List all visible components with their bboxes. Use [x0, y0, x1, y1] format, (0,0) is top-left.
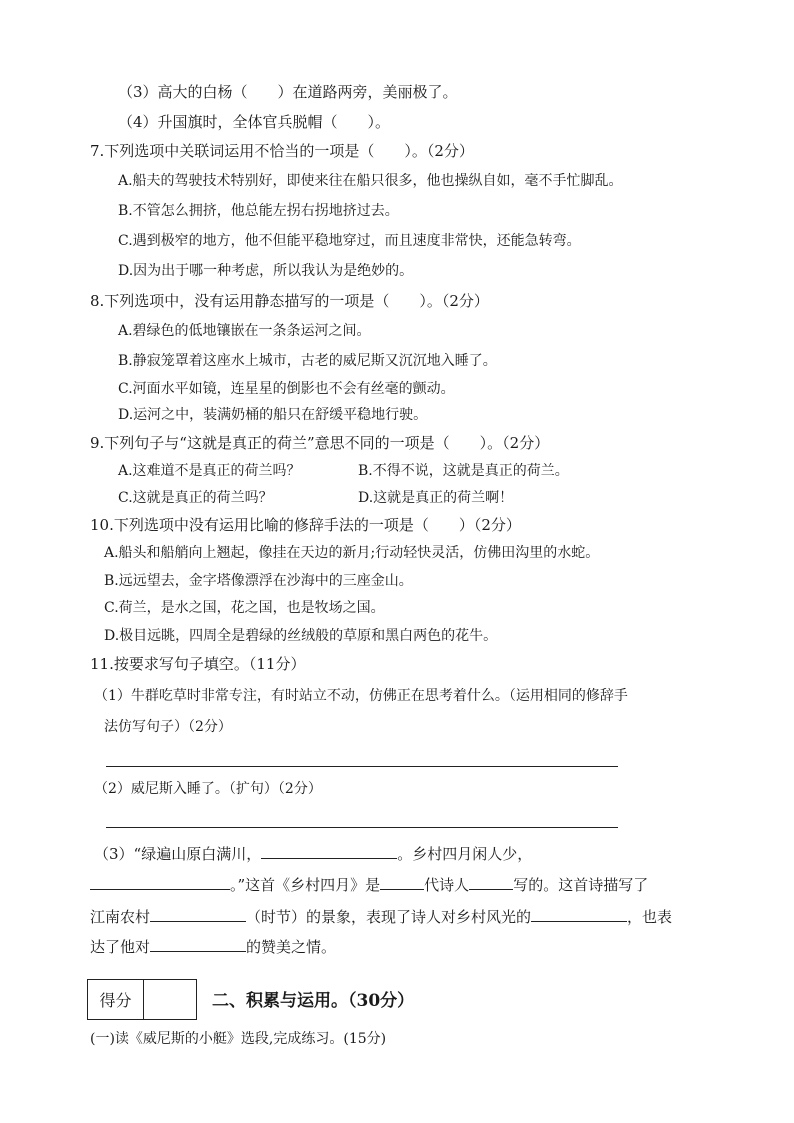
q11-part-1-line1: （1）牛群吃草时非常专注，有时站立不动，仿佛正在思考着什么。（运用相同的修辞手 — [94, 688, 628, 704]
score-value-field[interactable] — [144, 980, 196, 1019]
q9-option-c: C.这就是真正的荷兰吗？ — [118, 490, 273, 506]
q8-option-b: B.静寂笼罩着这座水上城市，古老的威尼斯又沉沉地入睡了。 — [118, 353, 497, 369]
q10-option-c: C.荷兰，是水之国，花之国，也是牧场之国。 — [104, 600, 385, 616]
q8-option-d: D.运河之中，装满奶桶的船只在舒缓平稳地行驶。 — [118, 407, 428, 423]
q9-option-d: D.这就是真正的荷兰啊！ — [358, 490, 514, 506]
scene-text: （时节）的景象，表现了诗人对乡村风光的 — [246, 908, 532, 926]
answer-line-2[interactable] — [106, 827, 618, 828]
poem-blank-1[interactable] — [261, 843, 397, 859]
q11-part-3-line4 — [90, 936, 336, 956]
q6-item-3: （3）高大的白杨（ ）在道路两旁，美丽极了。 — [118, 83, 458, 101]
poem-line-mid: 。乡村四月闲人少， — [397, 845, 533, 863]
q8-option-c: C.河面水平如镜，连星星的倒影也不会有丝毫的颤动。 — [118, 381, 455, 397]
poem-line-end: 。”这首《乡村四月》是 — [230, 876, 381, 894]
poem-desc: 写的。这首诗描写了 — [513, 876, 649, 894]
q11-part-3-line1 — [94, 843, 532, 863]
q7-option-d: D.因为出于哪一种考虑，所以我认为是绝妙的。 — [118, 263, 414, 279]
season-text: 江南农村 — [90, 908, 151, 926]
q8-option-a: A.碧绿色的低地镶嵌在一条条运河之间。 — [118, 323, 371, 339]
poem-blank-2[interactable] — [90, 874, 230, 890]
dynasty-blank[interactable] — [380, 874, 424, 890]
q10-option-b: B.远远望去，金字塔像漂浮在沙海中的三座金山。 — [104, 573, 413, 589]
question-11: 11.按要求写句子填空。（11分） — [90, 655, 306, 673]
q10-option-a: A.船头和船艄向上翘起，像挂在天边的新月;行动轻快灵活，仿佛田沟里的水蛇。 — [104, 545, 600, 561]
reading-instruction: (一)读《威尼斯的小艇》选段,完成练习。(15分) — [90, 1031, 387, 1047]
q7-option-b: B.不管怎么拥挤，他总能左拐右拐地挤过去。 — [118, 203, 399, 219]
q11-part-3-line3 — [90, 906, 672, 926]
question-9: 9.下列句子与“这就是真正的荷兰”意思不同的一项是（ ）。（2分） — [90, 434, 550, 452]
poet-blank[interactable] — [469, 874, 513, 890]
poem-line-start: （3）“绿遍山原白满川， — [94, 845, 262, 863]
q10-option-d: D.极目远眺，四周全是碧绿的丝绒般的草原和黑白两色的花牛。 — [104, 628, 498, 644]
praise-suffix: 的赞美之情。 — [246, 938, 337, 956]
q7-option-c: C.遇到极窄的地方，他不但能平稳地穿过，而且速度非常快，还能急转弯。 — [118, 233, 581, 249]
q11-part-3-line2 — [90, 874, 648, 894]
q7-option-a: A.船夫的驾驶技术特别好，即使来往在船只很多，他也操纵自如，毫不手忙脚乱。 — [118, 173, 623, 189]
answer-line-1[interactable] — [106, 766, 618, 767]
question-7: 7.下列选项中关联词运用不恰当的一项是（ ）。（2分） — [90, 142, 474, 160]
question-10: 10.下列选项中没有运用比喻的修辞手法的一项是（ ）（2分） — [90, 516, 521, 534]
q11-part-1-line2: 法仿写句子）（2分） — [104, 719, 232, 735]
poet-text: 代诗人 — [424, 876, 470, 894]
q9-option-b: B.不得不说，这就是真正的荷兰。 — [358, 463, 569, 479]
section-title: 二、积累与运用。（30分） — [212, 991, 415, 1011]
q9-option-a: A.这难道不是真正的荷兰吗？ — [118, 463, 301, 479]
season-blank[interactable] — [150, 906, 246, 922]
also-text: ，也表 — [627, 908, 673, 926]
praise-blank[interactable] — [150, 936, 246, 952]
q6-item-4: （4）升国旗时，全体官兵脱帽（ ）。 — [118, 113, 391, 131]
score-box — [87, 979, 197, 1020]
feeling-blank[interactable] — [531, 906, 627, 922]
praise-prefix: 达了他对 — [90, 938, 151, 956]
question-8: 8.下列选项中，没有运用静态描写的一项是（ ）。（2分） — [90, 292, 489, 310]
q11-part-2: （2）威尼斯入睡了。（扩句）（2分） — [94, 781, 322, 797]
score-label: 得分 — [88, 980, 144, 1019]
